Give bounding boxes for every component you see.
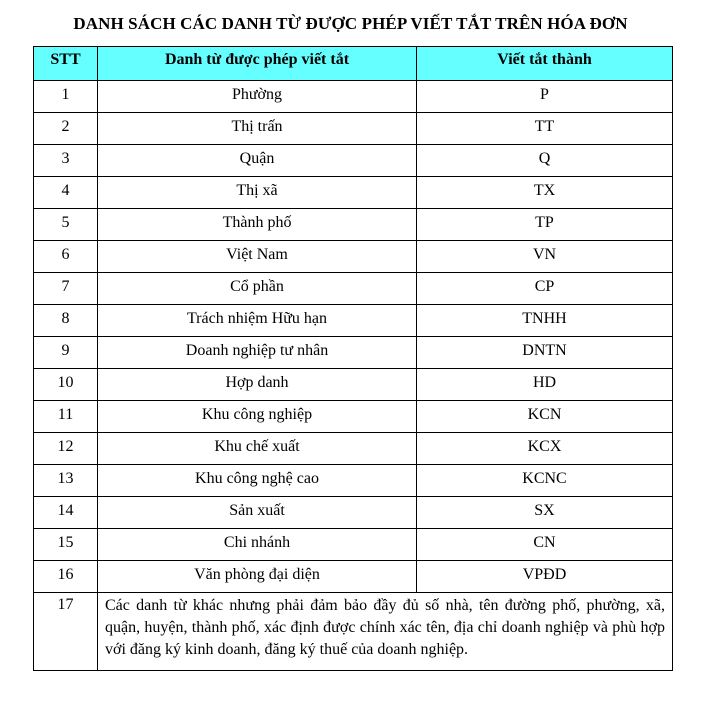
table-row [34, 145, 673, 177]
table-row [34, 305, 673, 337]
document-title: DANH SÁCH CÁC DANH TỪ ĐƯỢC PHÉP VIẾT TẮT TRÊN HÓA ĐƠN [73, 14, 628, 33]
cell-noun: Cổ phần [98, 273, 417, 305]
cell-stt: 15 [34, 529, 98, 561]
cell-abbr: TP [417, 209, 673, 241]
cell-noun: Sản xuất [98, 497, 417, 529]
table-row [34, 177, 673, 209]
cell-stt: 10 [34, 369, 98, 401]
cell-abbr: KCX [417, 433, 673, 465]
cell-noun: Quận [98, 145, 417, 177]
table-row [34, 273, 673, 305]
cell-stt: 6 [34, 241, 98, 273]
cell-abbr: Q [417, 145, 673, 177]
cell-stt: 12 [34, 433, 98, 465]
cell-stt: 2 [34, 113, 98, 145]
cell-abbr: P [417, 81, 673, 113]
abbreviation-table [33, 46, 673, 671]
header-row [34, 47, 673, 81]
cell-stt: 8 [34, 305, 98, 337]
table-row [34, 209, 673, 241]
cell-stt: 13 [34, 465, 98, 497]
header-abbr: Viết tắt thành [417, 47, 673, 81]
table-row [34, 465, 673, 497]
cell-abbr: KCNC [417, 465, 673, 497]
table-row [34, 113, 673, 145]
cell-noun: Thành phố [98, 209, 417, 241]
table-header [34, 47, 673, 81]
table-row [34, 401, 673, 433]
cell-noun: Khu chế xuất [98, 433, 417, 465]
cell-abbr: CN [417, 529, 673, 561]
cell-abbr: VN [417, 241, 673, 273]
cell-stt: 16 [34, 561, 98, 593]
table-row [34, 497, 673, 529]
cell-abbr: TT [417, 113, 673, 145]
cell-noun: Doanh nghiệp tư nhân [98, 337, 417, 369]
cell-noun: Trách nhiệm Hữu hạn [98, 305, 417, 337]
cell-noun: Chi nhánh [98, 529, 417, 561]
cell-noun: Thị xã [98, 177, 417, 209]
cell-noun: Hợp danh [98, 369, 417, 401]
cell-noun: Việt Nam [98, 241, 417, 273]
cell-noun: Thị trấn [98, 113, 417, 145]
cell-abbr: TNHH [417, 305, 673, 337]
header-noun: Danh từ được phép viết tắt [98, 47, 417, 81]
table-row [34, 81, 673, 113]
cell-noun: Phường [98, 81, 417, 113]
cell-stt: 14 [34, 497, 98, 529]
cell-abbr: HD [417, 369, 673, 401]
header-stt: STT [34, 47, 98, 81]
table-row [34, 529, 673, 561]
cell-stt: 17 [34, 593, 98, 671]
table-row [34, 561, 673, 593]
cell-abbr: DNTN [417, 337, 673, 369]
cell-stt: 7 [34, 273, 98, 305]
cell-stt: 3 [34, 145, 98, 177]
cell-abbr: CP [417, 273, 673, 305]
table-row [34, 369, 673, 401]
cell-noun: Khu công nghệ cao [98, 465, 417, 497]
cell-stt: 11 [34, 401, 98, 433]
note-row [34, 593, 673, 671]
cell-abbr: VPĐD [417, 561, 673, 593]
cell-abbr: TX [417, 177, 673, 209]
cell-noun: Văn phòng đại diện [98, 561, 417, 593]
cell-noun: Khu công nghiệp [98, 401, 417, 433]
cell-abbr: KCN [417, 401, 673, 433]
cell-stt: 4 [34, 177, 98, 209]
table-body [34, 81, 673, 671]
table-row [34, 241, 673, 273]
cell-stt: 5 [34, 209, 98, 241]
cell-stt: 1 [34, 81, 98, 113]
table-row [34, 433, 673, 465]
table-row [34, 337, 673, 369]
note-text: Các danh từ khác nhưng phải đảm bảo đầy đủ số nhà, tên đường phố, phường, xã, quận, huyện, thành phố, xác định được chính xác tên, địa chỉ doanh nghiệp và phù hợp với đăng ký kinh doanh, đăng ký thuế của doanh nghiệp. [98, 593, 673, 671]
cell-stt: 9 [34, 337, 98, 369]
cell-abbr: SX [417, 497, 673, 529]
